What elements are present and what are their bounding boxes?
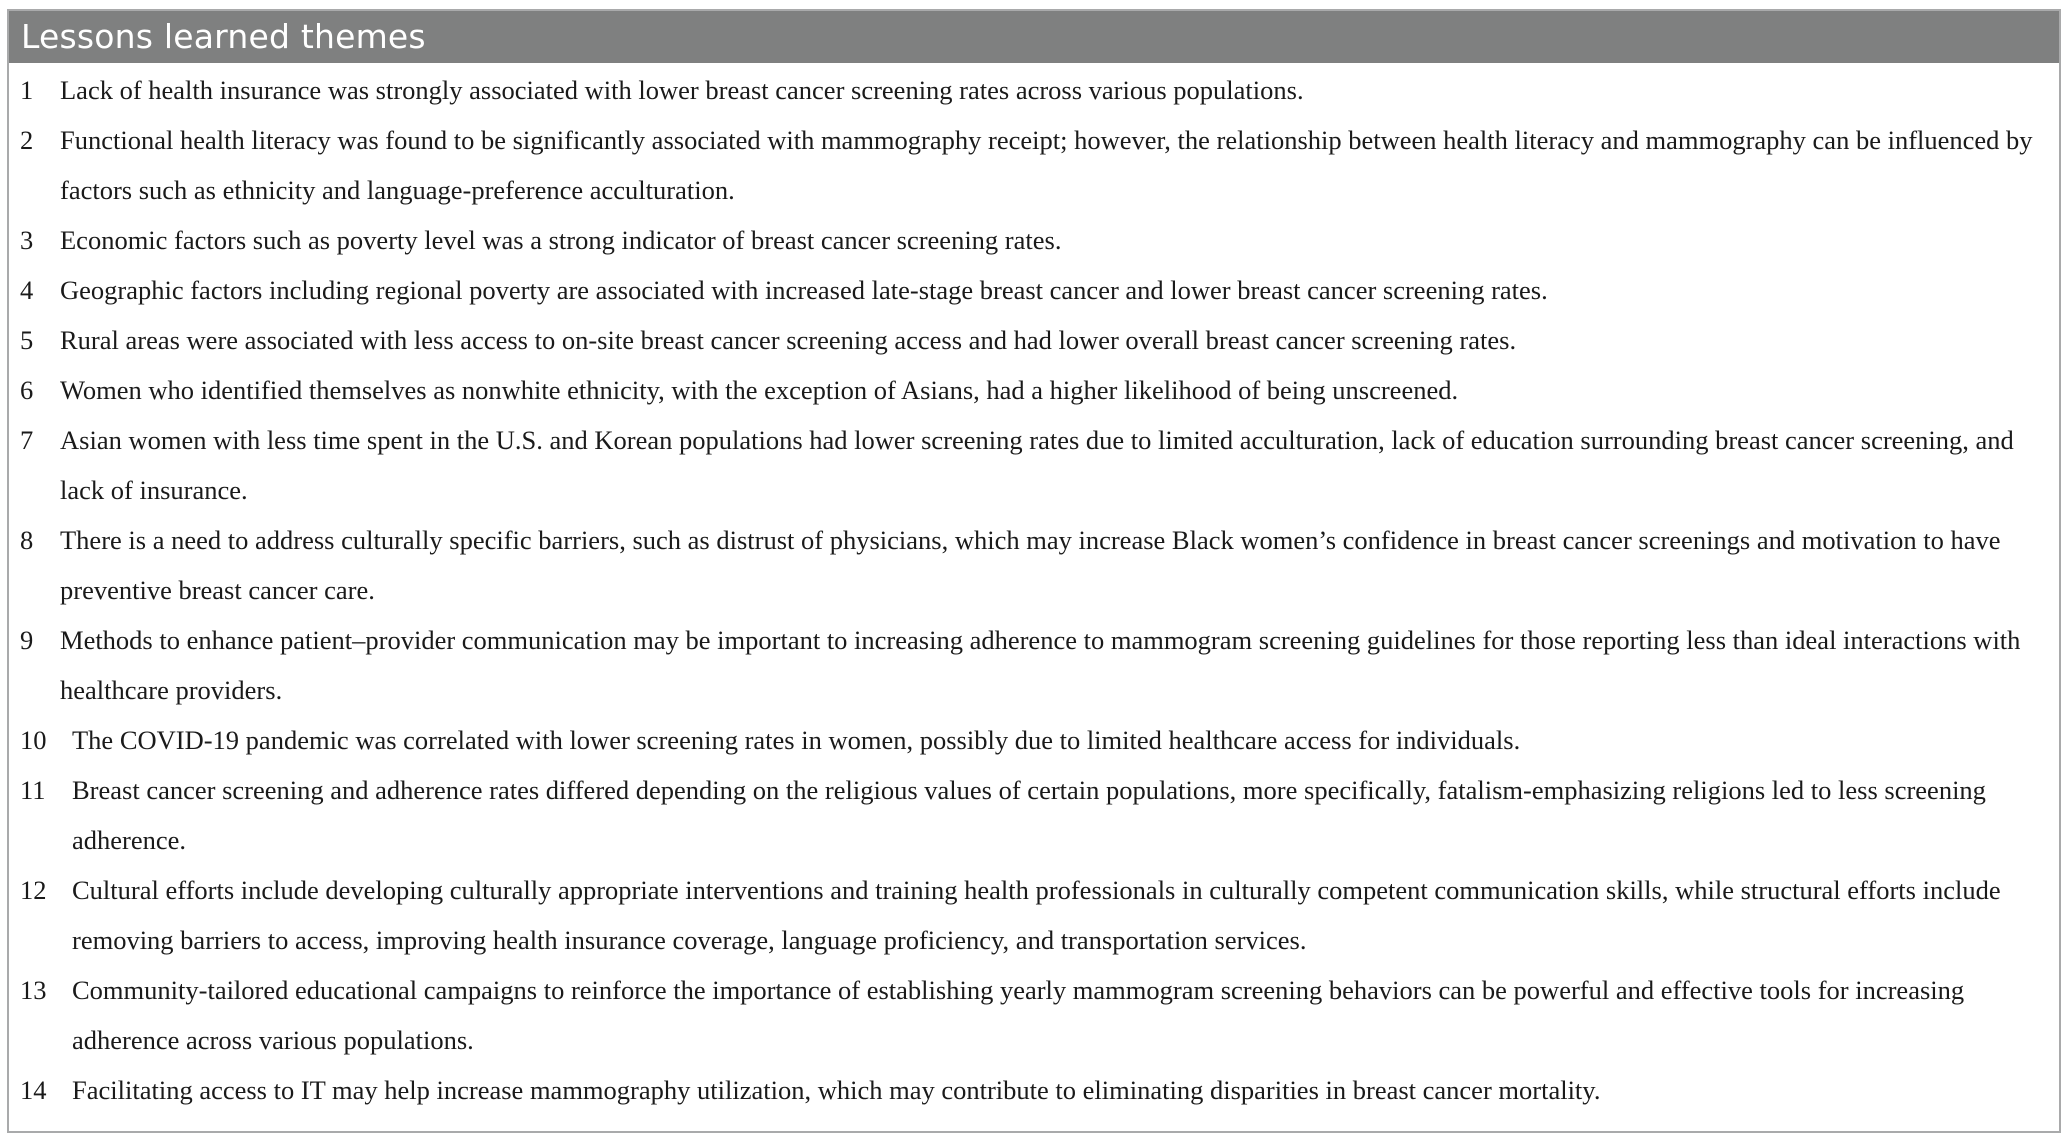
row-number: 13 xyxy=(20,975,47,1005)
table-row xyxy=(9,415,2059,515)
row-number: 4 xyxy=(20,275,34,305)
table-row xyxy=(9,865,2059,965)
table-row xyxy=(9,715,2059,765)
row-number: 7 xyxy=(20,425,34,455)
row-text: The COVID-19 pandemic was correlated with lower screening rates in women, possibly due to limited healthcare access for individuals. xyxy=(72,725,1521,755)
row-text: Methods to enhance patient–provider communication may be important to increasing adherence to mammogram screening guidelines for those reporting less than ideal interactions with healthcare providers. xyxy=(60,625,2021,705)
table-row xyxy=(9,615,2059,715)
row-text: Lack of health insurance was strongly associated with lower breast cancer screening rates across various populations. xyxy=(60,75,1304,105)
row-text: There is a need to address culturally specific barriers, such as distrust of physicians, which may increase Black women’s confidence in breast cancer screenings and motivation to have preventive breast cancer care. xyxy=(60,525,2001,605)
table-row xyxy=(9,265,2059,315)
row-number: 5 xyxy=(20,325,34,355)
row-text: Cultural efforts include developing culturally appropriate interventions and training health professionals in culturally competent communication skills, while structural efforts include removing barriers to access, improving health insurance coverage, language proficiency, and transportation services. xyxy=(72,875,2001,955)
row-text: Geographic factors including regional poverty are associated with increased late-stage breast cancer and lower breast cancer screening rates. xyxy=(60,275,1548,305)
table-body xyxy=(9,63,2059,1115)
row-number: 8 xyxy=(20,525,34,555)
row-number: 14 xyxy=(20,1075,47,1105)
row-number: 1 xyxy=(20,75,34,105)
row-text: Functional health literacy was found to be significantly associated with mammography receipt; however, the relationship between health literacy and mammography can be influenced by factors such as ethnicity and language-preference acculturation. xyxy=(60,125,2033,205)
row-number: 10 xyxy=(20,725,47,755)
table-row xyxy=(9,1065,2059,1115)
row-text: Asian women with less time spent in the U.S. and Korean populations had lower screening rates due to limited acculturation, lack of education surrounding breast cancer screening, and lack of insurance. xyxy=(60,425,2014,505)
table-row xyxy=(9,515,2059,615)
table-row xyxy=(9,115,2059,215)
table-row xyxy=(9,365,2059,415)
row-text: Facilitating access to IT may help increase mammography utilization, which may contribute to eliminating disparities in breast cancer mortality. xyxy=(72,1075,1601,1105)
lessons-table xyxy=(7,9,2061,1133)
row-text: Rural areas were associated with less access to on-site breast cancer screening access and had lower overall breast cancer screening rates. xyxy=(60,325,1517,355)
table-row xyxy=(9,315,2059,365)
row-text: Women who identified themselves as nonwhite ethnicity, with the exception of Asians, had a higher likelihood of being unscreened. xyxy=(60,375,1459,405)
row-number: 3 xyxy=(20,225,34,255)
table-header: Lessons learned themes xyxy=(9,11,2059,63)
table-row xyxy=(9,215,2059,265)
row-number: 12 xyxy=(20,875,47,905)
row-text: Breast cancer screening and adherence rates differed depending on the religious values of certain populations, more specifically, fatalism-emphasizing religions led to less screening adherence. xyxy=(72,775,1986,855)
table-row xyxy=(9,65,2059,115)
row-number: 9 xyxy=(20,625,34,655)
row-text: Economic factors such as poverty level was a strong indicator of breast cancer screening rates. xyxy=(60,225,1062,255)
row-number: 6 xyxy=(20,375,34,405)
row-number: 11 xyxy=(20,775,46,805)
row-number: 2 xyxy=(20,125,34,155)
table-row xyxy=(9,765,2059,865)
row-text: Community-tailored educational campaigns to reinforce the importance of establishing yearly mammogram screening behaviors can be powerful and effective tools for increasing adherence across various populations. xyxy=(72,975,1965,1055)
table-row xyxy=(9,965,2059,1065)
